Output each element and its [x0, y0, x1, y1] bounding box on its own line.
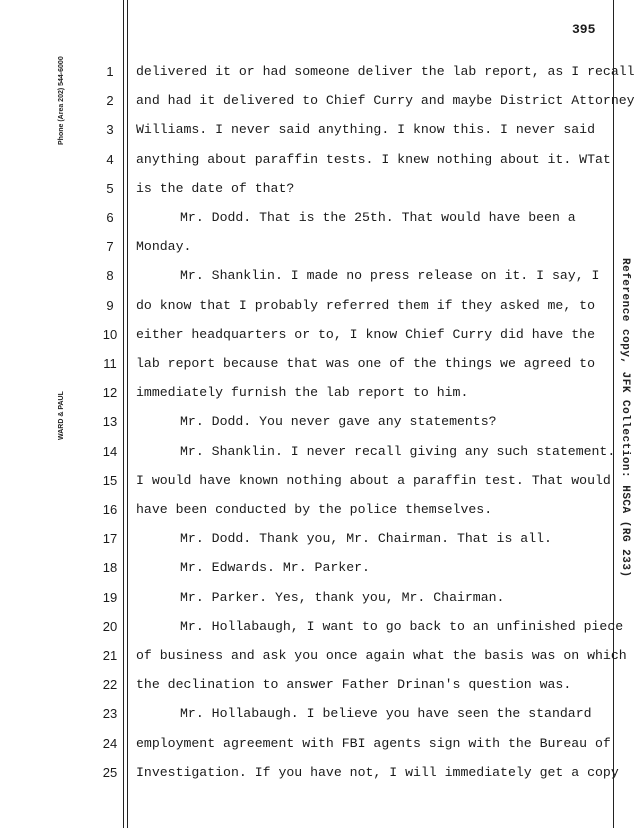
- line-number: 8: [106, 268, 114, 284]
- transcript-line: Williams. I never said anything. I know this. I never said: [136, 122, 595, 138]
- transcript-line: do know that I probably referred them if they asked me, to: [136, 297, 595, 313]
- transcript-line: Mr. Hollabaugh, I want to go back to an unfinished piece: [180, 618, 624, 634]
- line-number: 9: [106, 297, 114, 313]
- transcript-line: of business and ask you once again what the basis was on which: [136, 648, 627, 663]
- transcript-line: is the date of that?: [136, 180, 295, 196]
- line-number: 18: [102, 560, 118, 576]
- transcript-line: either headquarters or to, I know Chief Curry did have the: [136, 326, 595, 342]
- transcript-line: the declination to answer Father Drinan's question was.: [136, 677, 572, 693]
- line-number: 21: [102, 648, 118, 663]
- margin-rule-right: [613, 0, 614, 828]
- line-number: 12: [102, 385, 118, 401]
- line-number: 16: [102, 502, 118, 517]
- line-number: 3: [106, 122, 114, 138]
- transcript-line: I would have known nothing about a paraffin test. That would: [136, 472, 611, 488]
- margin-rule-left-2: [127, 0, 128, 828]
- transcript-line: Mr. Dodd. Thank you, Mr. Chairman. That is all.: [180, 531, 552, 547]
- line-number: 14: [102, 443, 118, 459]
- transcript-line: anything about paraffin tests. I knew nothing about it. WTat: [136, 151, 611, 167]
- phone-note: Phone (Area 202) 544-6000: [58, 56, 65, 145]
- transcript-line: have been conducted by the police themselves.: [136, 502, 493, 517]
- page-number: 395: [572, 22, 596, 37]
- line-number: 22: [102, 677, 118, 693]
- line-number: 6: [106, 210, 114, 225]
- line-number: 13: [102, 414, 118, 430]
- transcript-line: immediately furnish the lab report to him.: [136, 385, 469, 401]
- transcript-line: delivered it or had someone deliver the lab report, as I recall: [136, 64, 635, 79]
- line-number: 25: [102, 764, 118, 780]
- transcript-line: employment agreement with FBI agents sign with the Bureau of: [136, 735, 611, 751]
- margin-rule-left-1: [123, 0, 124, 828]
- reporter-note: WARD & PAUL: [58, 391, 65, 440]
- line-number: 20: [102, 618, 118, 634]
- transcript-line: Monday.: [136, 239, 192, 255]
- transcript-line: Mr. Shanklin. I made no press release on it. I say, I: [180, 268, 600, 284]
- line-number: 7: [106, 239, 114, 255]
- transcript-line: Mr. Shanklin. I never recall giving any such statement.: [180, 443, 616, 459]
- transcript-line: and had it delivered to Chief Curry and maybe District Attorney: [136, 93, 635, 109]
- line-number: 17: [102, 531, 118, 547]
- line-number: 11: [103, 356, 117, 371]
- line-number: 2: [106, 93, 114, 109]
- line-number: 23: [102, 706, 118, 722]
- transcript-line: Mr. Parker. Yes, thank you, Mr. Chairman.: [180, 589, 505, 605]
- transcript-line: Mr. Dodd. That is the 25th. That would have been a: [180, 210, 576, 225]
- line-number: 24: [102, 735, 118, 751]
- line-number: 19: [102, 589, 118, 605]
- archive-reference: Reference copy, JFK Collection: HSCA (RG 233): [619, 258, 631, 578]
- transcript-line: Mr. Hollabaugh. I believe you have seen the standard: [180, 706, 592, 722]
- transcript-line: Mr. Edwards. Mr. Parker.: [180, 560, 370, 576]
- line-number: 15: [102, 472, 118, 488]
- transcript-line: Investigation. If you have not, I will immediately get a copy: [136, 764, 619, 780]
- line-number: 4: [106, 151, 114, 167]
- transcript-line: lab report because that was one of the things we agreed to: [136, 356, 595, 371]
- line-number: 1: [106, 64, 114, 79]
- transcript-line: Mr. Dodd. You never gave any statements?: [180, 414, 497, 430]
- line-number: 5: [106, 180, 114, 196]
- line-number: 10: [102, 326, 118, 342]
